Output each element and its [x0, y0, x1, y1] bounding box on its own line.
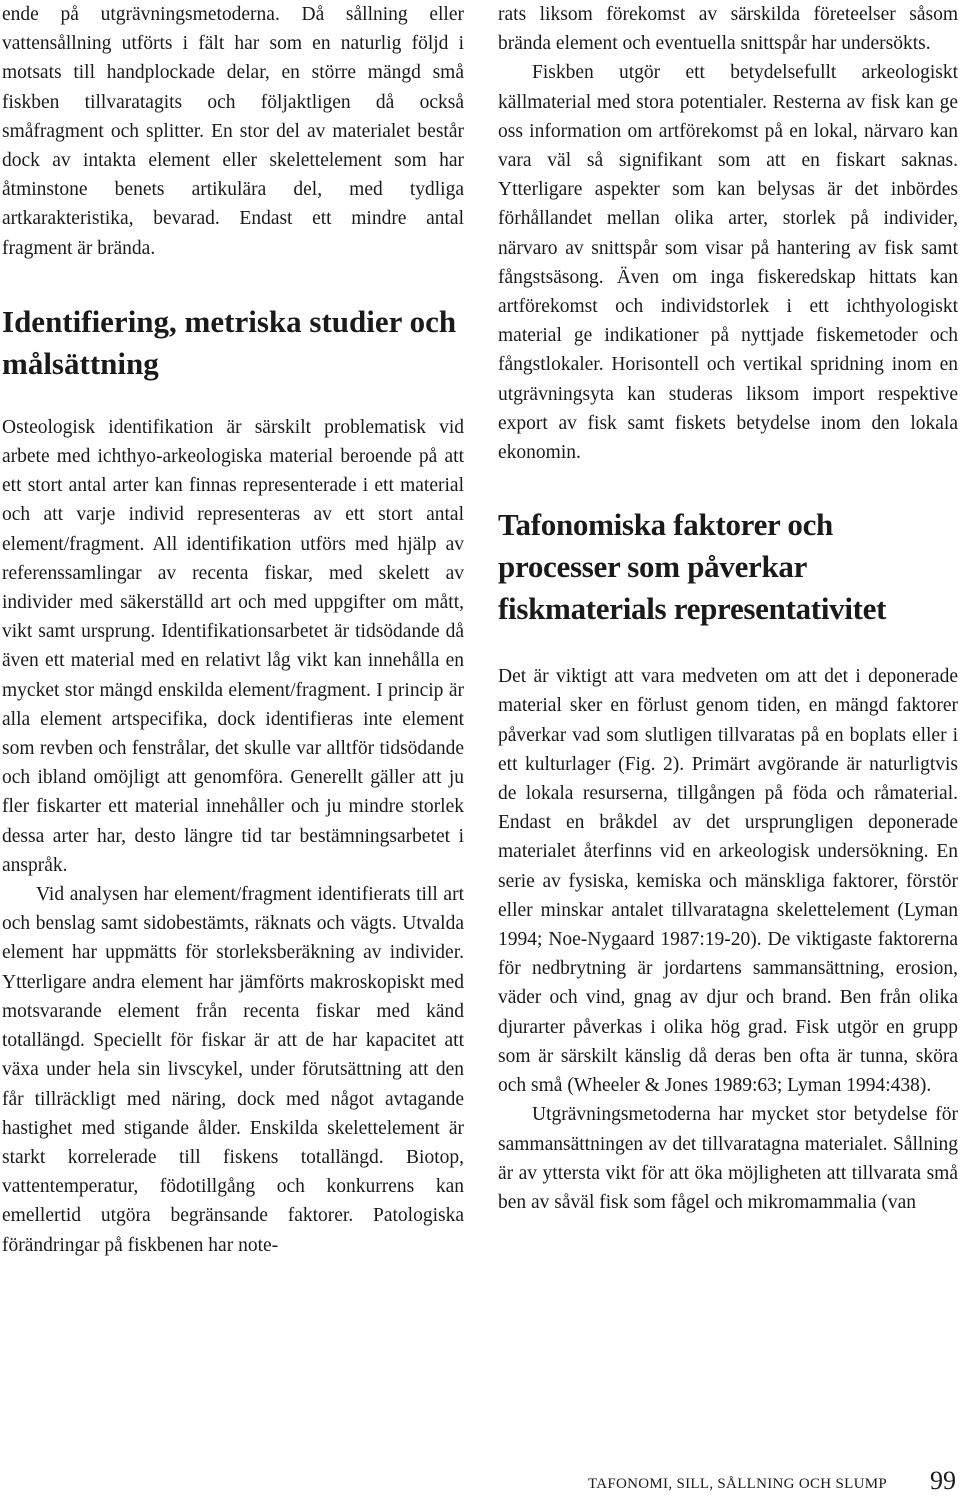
left-paragraph-1: Osteologisk identifikation är särskilt problematisk vid arbete med ichthyo-arkeologiska material beroende på att ett stort antal arter kan finnas representerade i ett material och att varje individ representeras av ett stort antal element/fragment. All identifikation utförs med hjälp av referenssamlingar av recenta fiskar, med skelett av individer med säkerställd art och med uppgifter om mått, vikt samt ursprung. Identifikationsarbetet är tidsödande då även ett material med en relativt låg vikt kan innehålla en mycket stor mängd enskilda element/fragment. I princip är alla element artspecifika, dock identifieras inte element som revben och fenstrålar, det skulle var alltför tidsödande och ibland omöjligt att genomföra. Generellt gäller att ju fler fiskarter ett material innehåller och ju mindre storlek dessa arter har, desto längre tid tar bestämningsarbetet i anspråk.: [2, 416, 464, 876]
right-paragraph-1: Fiskben utgör ett betydelsefullt arkeologiskt källmaterial med stora potentialer. Resterna av fisk kan ge oss information om artförekomst på en lokal, närvaro kan vara väl så signifikant som att en fiskart saknas. Ytterligare aspekter som kan belysas är det inbördes förhållandet mellan olika arter, storlek på individer, närvaro av snittspår som visar på hantering av fisk samt fångstsäsong. Även om inga fiskeredskap hittats kan artförekomst och individstorlek i ett ichthyologiskt material ge indikationer på nyttjade fiskemetoder och fångstlokaler. Horisontell och vertikal spridning inom en utgrävningsyta kan studeras liksom import respektive export av fisk samt fiskets betydelse inom den lokala ekonomin.: [498, 62, 958, 464]
page-number: 99: [930, 1466, 956, 1495]
right-paragraph-2: Det är viktigt att vara medveten om att det i deponerade material sker en förlust genom tiden, en mängd faktorer påverkar vad som slutligen tillvaratas på en boplats eller i ett kulturlager (Fig. 2). Primärt avgörande är naturligtvis de lokala resurserna, tillgången på föda och råmaterial. Endast en bråkdel av det ursprungligen deponerade materialet återfinns vid en arkeologisk undersökning. En serie av fysiska, kemiska och mänskliga faktorer, förstör eller minskar antalet tillvaratagna skelettelement (Lyman 1994; Noe-Nygaard 1987:19-20). De viktigaste faktorerna för nedbrytning är jordartens sammansättning, erosion, väder och vind, gnag av djur och brand. Ben från olika djurarter påverkas i olika hög grad. Fisk utgör en grupp som är särskilt känslig då deras ben ofta är tunna, sköra och små (Wheeler & Jones 1989:63; Lyman 1994:438).: [498, 666, 958, 1097]
section-heading-identifiering: Identifiering, metriska studier och målsättning: [2, 303, 457, 381]
running-head: TAFONOMI, SILL, SÅLLNING OCH SLUMP: [587, 1476, 887, 1492]
left-paragraph-continued: ende på utgrävningsmetoderna. Då sållning eller vattensållning utförts i fält har som en naturlig följd i motsats till handplockade delar, en större mängd små fiskben tillvaratagits och följaktligen då också småfragment och splitter. En stor del av materialet består dock av intakta element eller skelettelement som har åtminstone benets artikulära del, med tydliga artkarakteristika, bevarad. Endast ett mindre antal fragment är brända.: [2, 4, 464, 259]
section-heading-tafonomiska: Tafonomiska faktorer och processer som påverkar fiskmaterials representativitet: [498, 507, 887, 627]
right-paragraph-continued: rats liksom förekomst av särskilda företeelser såsom brända element och eventuella snittspår har undersökts.: [498, 4, 958, 55]
right-paragraph-3: Utgrävningsmetoderna har mycket stor betydelse för sammansättningen av det tillvaratagna materialet. Sållning är av yttersta vikt för att öka möjligheten att tillvarata små ben av såväl fisk som fågel och mikromammalia (van: [498, 1104, 958, 1213]
left-paragraph-2: Vid analysen har element/fragment identifierats till art och benslag samt sidobestämts, räknats och vägts. Utvalda element har uppmätts för storleksberäkning av individer. Ytterligare andra element har jämförts makroskopiskt med motsvarande element från recenta fiskar med känd totallängd. Speciellt för fiskar är att de har kapacitet att växa under hela sin livscykel, under förutsättning att den får tillräckligt med näring, dock med något avtagande hastighet med stigande ålder. Enskilda skelettelement är starkt korrelerade till fiskens totallängd. Biotop, vattentemperatur, födotillgång och konkurrens kan emellertid utgöra begränsande faktorer. Patologiska förändringar på fiskbenen har note-: [2, 884, 464, 1256]
right-column: [498, 0, 958, 1217]
left-column: [2, 0, 464, 1260]
